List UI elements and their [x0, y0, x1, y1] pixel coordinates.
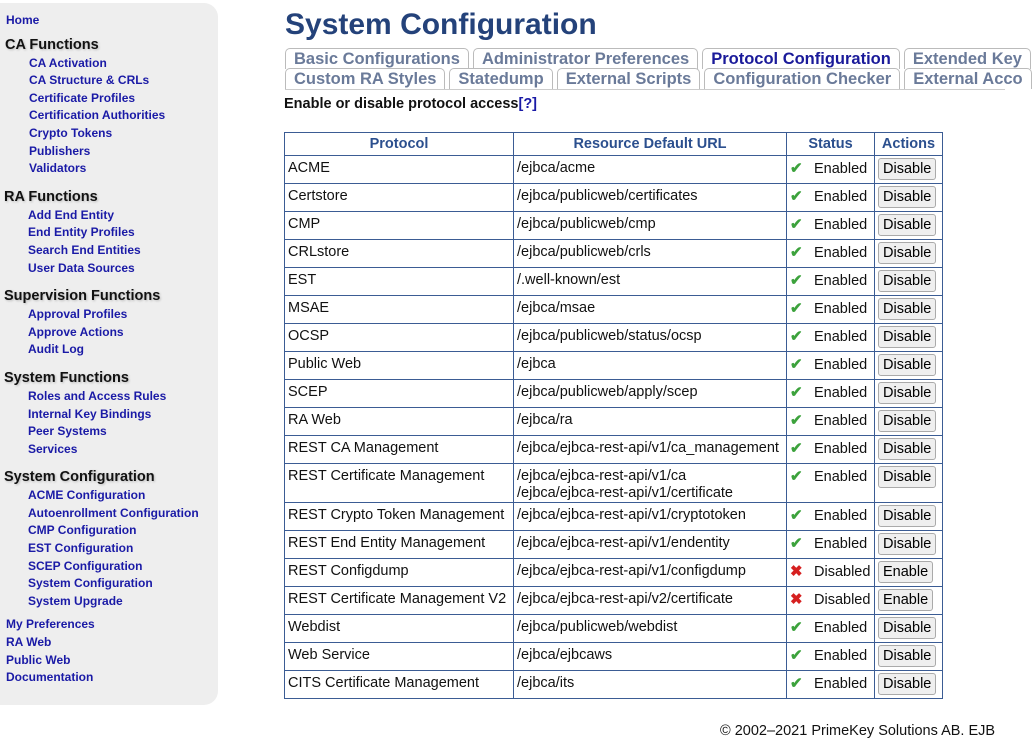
table-row	[285, 352, 943, 380]
tab[interactable]: Statedump	[449, 68, 552, 89]
nav-section	[5, 187, 216, 277]
nav-item[interactable]: Validators	[29, 161, 87, 176]
nav-item[interactable]: System Upgrade	[28, 593, 123, 608]
status-cell	[787, 503, 875, 531]
nav-item[interactable]: Public Web	[6, 652, 71, 667]
resource-url: /ejbca/ra	[514, 408, 787, 436]
nav-section-title: System Functions	[4, 369, 129, 386]
check-icon: ✔	[790, 535, 803, 552]
nav-item[interactable]: Autoenrollment Configuration	[28, 505, 199, 520]
action-cell	[875, 408, 943, 436]
disable-button[interactable]: Disable	[878, 214, 936, 236]
nav-item[interactable]: System Configuration	[28, 576, 153, 591]
resource-url: /ejbca/publicweb/webdist	[514, 615, 787, 643]
table-row	[285, 408, 943, 436]
resource-url: /ejbca/ejbcaws	[514, 643, 787, 671]
help-link[interactable]: [?]	[518, 96, 538, 112]
nav-section	[6, 35, 216, 178]
table-row	[285, 587, 943, 615]
status-cell	[787, 156, 875, 184]
resource-url: /ejbca/ejbca-rest-api/v1/endentity	[514, 531, 787, 559]
nav-section	[5, 286, 216, 359]
status-text: Enabled	[814, 441, 868, 457]
nav-item[interactable]: Add End Entity	[28, 207, 114, 222]
check-icon: ✔	[790, 328, 803, 345]
status-cell	[787, 240, 875, 268]
action-cell	[875, 156, 943, 184]
action-cell	[875, 559, 943, 587]
table-row	[285, 240, 943, 268]
nav-item[interactable]: SCEP Configuration	[28, 558, 143, 573]
action-cell	[875, 643, 943, 671]
protocol-name: ACME	[285, 156, 514, 184]
nav-item[interactable]: ACME Configuration	[28, 488, 146, 503]
check-icon: ✔	[790, 188, 803, 205]
status-text: Enabled	[814, 469, 868, 485]
table-row	[285, 464, 943, 503]
nav-item[interactable]: Documentation	[6, 670, 94, 685]
protocol-name: REST Certificate Management V2	[285, 587, 514, 615]
tab[interactable]: External Acco	[904, 68, 1031, 89]
protocol-name: CMP	[285, 212, 514, 240]
intro-label: Enable or disable protocol access	[284, 96, 519, 112]
resource-url: /ejbca/publicweb/cmp	[514, 212, 787, 240]
protocol-name: CITS Certificate Management	[285, 671, 514, 699]
table-row	[285, 184, 943, 212]
disable-button[interactable]: Disable	[878, 186, 936, 208]
disable-button[interactable]: Disable	[878, 505, 936, 527]
table-row	[285, 643, 943, 671]
protocol-name: Public Web	[285, 352, 514, 380]
protocol-name: REST Crypto Token Management	[285, 503, 514, 531]
resource-url: /ejbca/ejbca-rest-api/v1/ca_management	[514, 436, 787, 464]
status-text: Enabled	[814, 161, 868, 177]
status-text: Enabled	[814, 357, 868, 373]
table-row	[285, 559, 943, 587]
nav-section-title: Supervision Functions	[4, 288, 161, 305]
check-icon: ✔	[790, 440, 803, 457]
tab[interactable]: Configuration Checker	[704, 68, 900, 89]
enable-button[interactable]: Enable	[878, 589, 933, 611]
header-actions: Actions	[875, 133, 943, 156]
disable-button[interactable]: Disable	[878, 617, 936, 639]
table-row	[285, 531, 943, 559]
check-icon: ✔	[790, 160, 803, 177]
sidebar	[0, 3, 218, 705]
disable-button[interactable]: Disable	[878, 410, 936, 432]
resource-url: /ejbca/publicweb/certificates	[514, 184, 787, 212]
status-cell	[787, 587, 875, 615]
protocol-name: SCEP	[285, 380, 514, 408]
resource-url: /ejbca/ejbca-rest-api/v1/cryptotoken	[514, 503, 787, 531]
tab[interactable]: Custom RA Styles	[285, 68, 445, 89]
action-cell	[875, 212, 943, 240]
nav-item[interactable]: Publishers	[29, 143, 91, 158]
action-cell	[875, 380, 943, 408]
status-cell	[787, 671, 875, 699]
status-text: Enabled	[814, 273, 868, 289]
action-cell	[875, 436, 943, 464]
status-text: Disabled	[814, 592, 871, 608]
enable-button[interactable]: Enable	[878, 561, 933, 583]
nav-item[interactable]: CMP Configuration	[28, 523, 137, 538]
resource-url: /ejbca/its	[514, 671, 787, 699]
table-row	[285, 436, 943, 464]
nav-item[interactable]: Crypto Tokens	[29, 125, 113, 140]
tab[interactable]: Protocol Configuration	[702, 48, 900, 69]
status-text: Enabled	[814, 413, 868, 429]
status-text: Enabled	[814, 245, 868, 261]
status-cell	[787, 184, 875, 212]
disable-button[interactable]: Disable	[878, 270, 936, 292]
table-row	[285, 324, 943, 352]
resource-url: /ejbca/acme	[514, 156, 787, 184]
tabs-row-1	[285, 48, 1035, 69]
disable-button[interactable]: Disable	[878, 242, 936, 264]
header-url: Resource Default URL	[514, 133, 787, 156]
status-text: Enabled	[814, 217, 868, 233]
status-text: Enabled	[814, 385, 868, 401]
check-icon: ✔	[790, 468, 803, 485]
status-cell	[787, 615, 875, 643]
tab[interactable]: Extended Key	[904, 48, 1031, 69]
check-icon: ✔	[790, 619, 803, 636]
action-cell	[875, 464, 943, 503]
protocol-name: RA Web	[285, 408, 514, 436]
action-cell	[875, 587, 943, 615]
check-icon: ✔	[790, 356, 803, 373]
intro-text	[284, 96, 537, 112]
action-cell	[875, 671, 943, 699]
protocol-name: Webdist	[285, 615, 514, 643]
nav-item[interactable]: Peer Systems	[28, 424, 107, 439]
page-title: System Configuration	[285, 8, 597, 41]
protocol-table	[284, 132, 943, 699]
disable-button[interactable]: Disable	[878, 533, 936, 555]
nav-section-title: RA Functions	[4, 188, 98, 205]
tab[interactable]: External Scripts	[557, 68, 701, 89]
disable-button[interactable]: Disable	[878, 466, 936, 488]
nav-section-title: System Configuration	[4, 469, 155, 486]
tab[interactable]: Administrator Preferences	[473, 48, 698, 69]
header-protocol: Protocol	[285, 133, 514, 156]
nav-item[interactable]: Roles and Access Rules	[28, 388, 167, 403]
check-icon: ✔	[790, 244, 803, 261]
status-cell	[787, 559, 875, 587]
nav-item[interactable]: End Entity Profiles	[28, 225, 135, 240]
status-cell	[787, 436, 875, 464]
nav-item[interactable]: Certificate Profiles	[29, 90, 136, 105]
action-cell	[875, 615, 943, 643]
status-cell	[787, 352, 875, 380]
status-text: Enabled	[814, 508, 868, 524]
nav-section-title: CA Functions	[5, 36, 99, 53]
check-icon: ✔	[790, 412, 803, 429]
table-row	[285, 268, 943, 296]
check-icon: ✔	[790, 300, 803, 317]
disable-button[interactable]: Disable	[878, 382, 936, 404]
check-icon: ✔	[790, 675, 803, 692]
nav-item[interactable]: User Data Sources	[28, 260, 135, 275]
status-cell	[787, 324, 875, 352]
nav-home[interactable]: Home	[6, 13, 40, 27]
nav-item[interactable]: Approval Profiles	[28, 307, 128, 322]
nav-item[interactable]: Audit Log	[28, 342, 84, 357]
nav-item[interactable]: CA Activation	[29, 55, 107, 70]
disable-button[interactable]: Disable	[878, 438, 936, 460]
status-cell	[787, 296, 875, 324]
disable-button[interactable]: Disable	[878, 298, 936, 320]
protocol-name: EST	[285, 268, 514, 296]
table-row	[285, 380, 943, 408]
action-cell	[875, 531, 943, 559]
status-text: Enabled	[814, 329, 868, 345]
status-text: Disabled	[814, 564, 871, 580]
status-text: Enabled	[814, 301, 868, 317]
protocol-name: CRLstore	[285, 240, 514, 268]
disable-button[interactable]: Disable	[878, 158, 936, 180]
resource-url: /ejbca	[514, 352, 787, 380]
nav-item[interactable]: Certification Authorities	[29, 108, 166, 123]
resource-url: /ejbca/publicweb/crls	[514, 240, 787, 268]
protocol-name: OCSP	[285, 324, 514, 352]
nav-item[interactable]: Internal Key Bindings	[28, 406, 152, 421]
nav-item[interactable]: My Preferences	[6, 617, 95, 632]
table-row	[285, 212, 943, 240]
table-row	[285, 615, 943, 643]
tabs-row-2	[285, 68, 1023, 90]
resource-url: /ejbca/ejbca-rest-api/v2/certificate	[514, 587, 787, 615]
status-cell	[787, 531, 875, 559]
resource-url: /.well-known/est	[514, 268, 787, 296]
table-row	[285, 156, 943, 184]
action-cell	[875, 352, 943, 380]
cross-icon: ✖	[790, 563, 803, 580]
disable-button[interactable]: Disable	[878, 354, 936, 376]
protocol-name: Certstore	[285, 184, 514, 212]
resource-url: /ejbca/publicweb/status/ocsp	[514, 324, 787, 352]
nav-section	[5, 368, 216, 458]
status-cell	[787, 464, 875, 503]
action-cell	[875, 503, 943, 531]
status-cell	[787, 212, 875, 240]
resource-url: /ejbca/ejbca-rest-api/v1/ca /ejbca/ejbca-rest-api/v1/certificate	[514, 464, 787, 503]
nav-item[interactable]: Search End Entities	[28, 242, 141, 257]
protocol-name: MSAE	[285, 296, 514, 324]
table-row	[285, 296, 943, 324]
status-text: Enabled	[814, 536, 868, 552]
resource-url: /ejbca/msae	[514, 296, 787, 324]
protocol-name: REST End Entity Management	[285, 531, 514, 559]
protocol-name: REST Configdump	[285, 559, 514, 587]
header-status: Status	[787, 133, 875, 156]
disable-button[interactable]: Disable	[878, 673, 936, 695]
action-cell	[875, 268, 943, 296]
resource-url: /ejbca/publicweb/apply/scep	[514, 380, 787, 408]
action-cell	[875, 324, 943, 352]
status-text: Enabled	[814, 189, 868, 205]
table-row	[285, 503, 943, 531]
status-text: Enabled	[814, 620, 868, 636]
cross-icon: ✖	[790, 591, 803, 608]
check-icon: ✔	[790, 507, 803, 524]
status-text: Enabled	[814, 676, 868, 692]
table-row	[285, 671, 943, 699]
action-cell	[875, 240, 943, 268]
check-icon: ✔	[790, 647, 803, 664]
check-icon: ✔	[790, 272, 803, 289]
disable-button[interactable]: Disable	[878, 326, 936, 348]
protocol-name: Web Service	[285, 643, 514, 671]
nav-item[interactable]: EST Configuration	[28, 541, 134, 556]
status-cell	[787, 380, 875, 408]
protocol-name: REST Certificate Management	[285, 464, 514, 503]
status-cell	[787, 408, 875, 436]
nav-section	[5, 467, 216, 610]
nav-item[interactable]: CA Structure & CRLs	[29, 73, 150, 88]
nav-item[interactable]: Approve Actions	[28, 324, 124, 339]
protocol-name: REST CA Management	[285, 436, 514, 464]
action-cell	[875, 184, 943, 212]
check-icon: ✔	[790, 216, 803, 233]
footer: © 2002–2021 PrimeKey Solutions AB. EJB	[720, 723, 996, 739]
disable-button[interactable]: Disable	[878, 645, 936, 667]
status-cell	[787, 268, 875, 296]
tab[interactable]: Basic Configurations	[285, 48, 469, 69]
nav-item[interactable]: RA Web	[6, 635, 52, 650]
resource-url: /ejbca/ejbca-rest-api/v1/configdump	[514, 559, 787, 587]
action-cell	[875, 296, 943, 324]
status-cell	[787, 643, 875, 671]
check-icon: ✔	[790, 384, 803, 401]
status-text: Enabled	[814, 648, 868, 664]
nav-item[interactable]: Services	[28, 441, 78, 456]
